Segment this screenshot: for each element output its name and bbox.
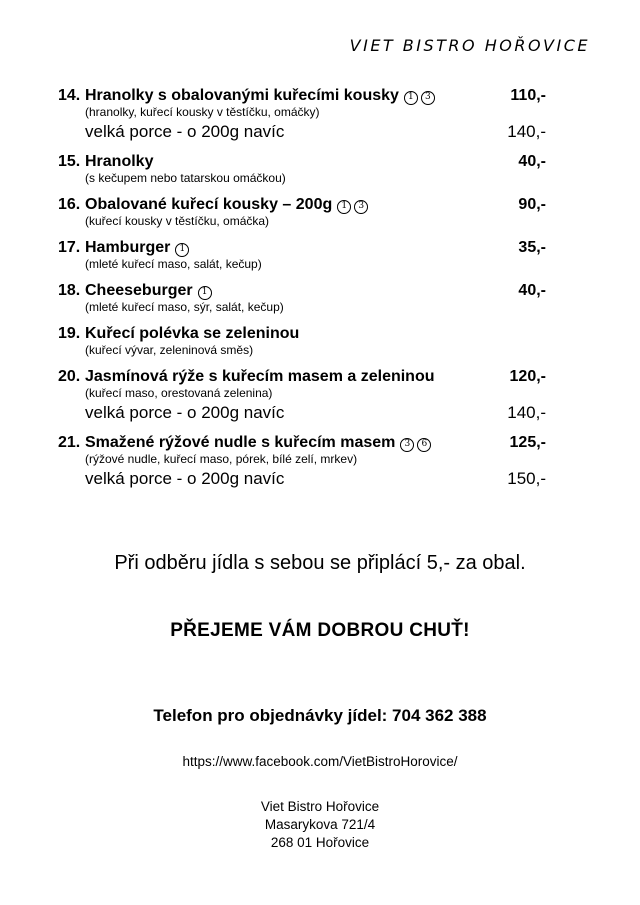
item-description: (kuřecí vývar, zeleninová směs) <box>85 343 254 357</box>
item-title: Hamburger <box>85 239 171 256</box>
item-large-portion <box>85 122 546 142</box>
address-line-city: 268 01 Hořovice <box>270 835 370 850</box>
menu-item <box>58 238 546 271</box>
menu-item-header <box>58 367 546 386</box>
item-number: 14. <box>58 87 81 104</box>
menu-item-header <box>58 152 546 171</box>
item-title: Obalované kuřecí kousky – 200g <box>85 196 333 213</box>
menu-item <box>58 86 546 142</box>
facebook-url: https://www.facebook.com/VietBistroHorovice/ <box>182 754 458 769</box>
brand-logo-text: VIET BISTRO HOŘOVICE <box>349 36 590 55</box>
item-description: (mleté kuřecí maso, sýr, salát, kečup) <box>85 300 284 314</box>
large-portion-label: velká porce - o 200g navíc <box>85 122 285 141</box>
bon-appetit-note: PŘEJEME VÁM DOBROU CHUŤ! <box>170 620 470 641</box>
item-allergens <box>404 87 438 104</box>
menu-item-header <box>58 195 546 214</box>
menu-item <box>58 152 546 185</box>
item-title-wrap <box>85 152 490 171</box>
item-allergens <box>175 239 192 256</box>
menu-item <box>58 367 546 423</box>
large-portion-price: 140,- <box>507 122 546 141</box>
item-price: 40,- <box>518 153 546 170</box>
item-price: 125,- <box>509 434 546 451</box>
item-title-wrap <box>85 367 490 386</box>
item-title: Hranolky s obalovanými kuřecími kousky <box>85 87 399 104</box>
item-title-wrap <box>85 195 490 214</box>
item-title: Hranolky <box>85 153 154 170</box>
item-price: 90,- <box>518 196 546 213</box>
item-title-wrap <box>85 324 490 343</box>
item-description: (hranolky, kuřecí kousky v těstíčku, omáčky) <box>85 105 320 119</box>
item-title: Cheeseburger <box>85 282 193 299</box>
menu-item <box>58 433 546 489</box>
item-price: 120,- <box>509 368 546 385</box>
address-line-street: Masarykova 721/4 <box>264 817 376 832</box>
menu-item <box>58 324 546 357</box>
item-title-wrap <box>85 86 490 105</box>
large-portion-price: 150,- <box>507 469 546 488</box>
menu-item-header <box>58 324 546 343</box>
allergen-badge: 1 <box>198 286 212 300</box>
large-portion-label: velká porce - o 200g navíc <box>85 403 285 422</box>
item-number: 21. <box>58 434 81 451</box>
allergen-badge: 3 <box>400 438 414 452</box>
takeaway-surcharge-note: Při odběru jídla s sebou se připlácí 5,- za obal. <box>114 552 526 574</box>
allergen-badge: 1 <box>337 200 351 214</box>
allergen-badge: 1 <box>404 91 418 105</box>
item-title-wrap <box>85 433 490 452</box>
item-number: 20. <box>58 368 81 385</box>
allergen-badge: 6 <box>417 438 431 452</box>
menu-item-header <box>58 281 546 300</box>
item-title: Smažené rýžové nudle s kuřecím masem <box>85 434 396 451</box>
allergen-badge: 1 <box>175 243 189 257</box>
allergen-badge: 3 <box>354 200 368 214</box>
item-number: 15. <box>58 153 81 170</box>
item-allergens <box>198 282 215 299</box>
large-portion-label: velká porce - o 200g navíc <box>85 469 285 488</box>
menu-item <box>58 281 546 314</box>
item-title: Jasmínová rýže s kuřecím masem a zeleninou <box>85 368 435 385</box>
item-description: (mleté kuřecí maso, salát, kečup) <box>85 257 262 271</box>
item-title-wrap <box>85 281 490 300</box>
menu-item <box>58 195 546 228</box>
item-description: (s kečupem nebo tatarskou omáčkou) <box>85 171 286 185</box>
allergen-badge: 3 <box>421 91 435 105</box>
order-phone-line: Telefon pro objednávky jídel: 704 362 388 <box>153 706 487 725</box>
item-large-portion <box>85 403 546 423</box>
large-portion-price: 140,- <box>507 403 546 422</box>
menu-item-header <box>58 86 546 105</box>
address-line-name: Viet Bistro Hořovice <box>260 799 380 814</box>
menu-list <box>58 86 546 499</box>
item-description: (rýžové nudle, kuřecí maso, pórek, bílé zelí, mrkev) <box>85 452 358 466</box>
item-number: 16. <box>58 196 81 213</box>
menu-item-header <box>58 238 546 257</box>
item-title-wrap <box>85 238 490 257</box>
item-description: (kuřecí kousky v těstíčku, omáčka) <box>85 214 270 228</box>
item-title: Kuřecí polévka se zeleninou <box>85 325 300 342</box>
item-number: 19. <box>58 325 81 342</box>
item-allergens <box>337 196 371 213</box>
item-large-portion <box>85 469 546 489</box>
item-price: 40,- <box>518 282 546 299</box>
menu-item-header <box>58 433 546 452</box>
address-block <box>0 798 640 852</box>
item-price: 35,- <box>518 239 546 256</box>
item-allergens <box>400 434 434 451</box>
item-number: 17. <box>58 239 81 256</box>
item-price: 110,- <box>510 87 546 104</box>
item-number: 18. <box>58 282 81 299</box>
item-description: (kuřecí maso, orestovaná zelenina) <box>85 386 273 400</box>
